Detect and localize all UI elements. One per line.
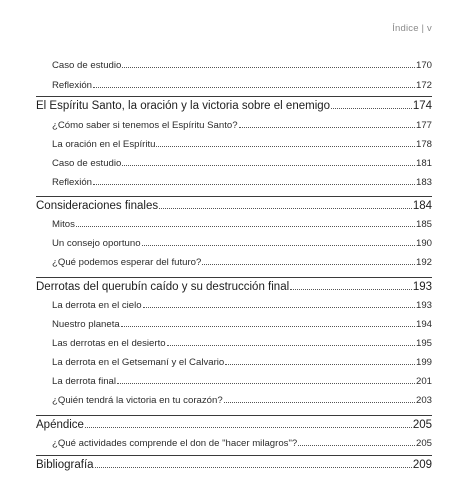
dot-leader [122, 165, 415, 166]
chapter-divider [36, 415, 432, 416]
entry-title: La derrota final [52, 376, 116, 387]
dot-leader [76, 226, 415, 227]
entry-title: ¿Quién tendrá la victoria en tu corazón? [52, 395, 223, 406]
entry-title: La derrota en el Getsemaní y el Calvario [52, 357, 225, 368]
toc-section-entry [52, 139, 432, 150]
entry-title: Caso de estudio [52, 60, 122, 71]
entry-title: ¿Qué podemos esperar del futuro? [52, 257, 202, 268]
entry-title: Bibliografía [36, 459, 94, 471]
entry-title: Un consejo oportuno [52, 238, 141, 249]
toc-section-entry [52, 338, 432, 349]
toc-section-entry [52, 376, 432, 387]
entry-title: ¿Qué actividades comprende el don de "hacer milagros"? [52, 438, 298, 449]
page-number: 172 [415, 80, 432, 91]
dot-leader [143, 307, 415, 308]
dot-leader [85, 427, 412, 428]
chapter-divider [36, 455, 432, 456]
page-number: 205 [412, 419, 432, 431]
toc-chapter-entry [36, 281, 432, 293]
toc-section-entry [52, 300, 432, 311]
page-number: 174 [412, 100, 432, 112]
dot-leader [93, 87, 415, 88]
page-number: 190 [415, 238, 432, 249]
dot-leader [298, 445, 415, 446]
entry-title: La derrota en el cielo [52, 300, 142, 311]
chapter-divider [36, 196, 432, 197]
dot-leader [93, 184, 415, 185]
page-number: 170 [415, 60, 432, 71]
dot-leader [290, 289, 412, 290]
toc-chapter-entry [36, 419, 432, 431]
dot-leader [117, 383, 415, 384]
page-number: 192 [415, 257, 432, 268]
page-number: 209 [412, 459, 432, 471]
dot-leader [122, 67, 415, 68]
entry-title: Consideraciones finales [36, 200, 159, 212]
dot-leader [167, 345, 415, 346]
entry-title: Reflexión [52, 80, 92, 91]
toc-section-entry [52, 357, 432, 368]
dot-leader [156, 146, 415, 147]
entry-title: El Espíritu Santo, la oración y la victoria sobre el enemigo [36, 100, 331, 112]
page-number: 199 [415, 357, 432, 368]
page-number: 184 [412, 200, 432, 212]
toc-section-entry [52, 238, 432, 249]
entry-title: Apéndice [36, 419, 84, 431]
page-number: 203 [415, 395, 432, 406]
entry-title: ¿Cómo saber si tenemos el Espíritu Santo? [52, 120, 238, 131]
page-number: 178 [415, 139, 432, 150]
page-number: 183 [415, 177, 432, 188]
toc-section-entry [52, 80, 432, 91]
dot-leader [159, 208, 412, 209]
toc-section-entry [52, 177, 432, 188]
toc-section-entry [52, 395, 432, 406]
dot-leader [95, 467, 412, 468]
entry-title: La oración en el Espíritu [52, 139, 156, 150]
entry-title: Derrotas del querubín caído y su destrucción final [36, 281, 290, 293]
entry-title: Mitos [52, 219, 75, 230]
running-head: Índice | v [392, 23, 432, 34]
toc-section-entry [52, 257, 432, 268]
toc-section-entry [52, 438, 432, 449]
dot-leader [331, 108, 412, 109]
toc-chapter-entry [36, 100, 432, 112]
chapter-divider [36, 277, 432, 278]
page-number: 201 [415, 376, 432, 387]
entry-title: Caso de estudio [52, 158, 122, 169]
toc-section-entry [52, 120, 432, 131]
toc-section-entry [52, 158, 432, 169]
dot-leader [202, 264, 415, 265]
page-number: 194 [415, 319, 432, 330]
page-number: 205 [415, 438, 432, 449]
dot-leader [121, 326, 415, 327]
page-number: 181 [415, 158, 432, 169]
page-number: 193 [415, 300, 432, 311]
dot-leader [239, 127, 415, 128]
page-number: 185 [415, 219, 432, 230]
toc-chapter-entry [36, 200, 432, 212]
entry-title: Las derrotas en el desierto [52, 338, 166, 349]
toc-chapter-entry [36, 459, 432, 471]
toc-section-entry [52, 60, 432, 71]
toc-section-entry [52, 219, 432, 230]
page-number: 195 [415, 338, 432, 349]
page-number: 177 [415, 120, 432, 131]
dot-leader [142, 245, 415, 246]
dot-leader [225, 364, 415, 365]
dot-leader [224, 402, 415, 403]
entry-title: Reflexión [52, 177, 92, 188]
toc-section-entry [52, 319, 432, 330]
entry-title: Nuestro planeta [52, 319, 120, 330]
page-number: 193 [412, 281, 432, 293]
chapter-divider [36, 96, 432, 97]
